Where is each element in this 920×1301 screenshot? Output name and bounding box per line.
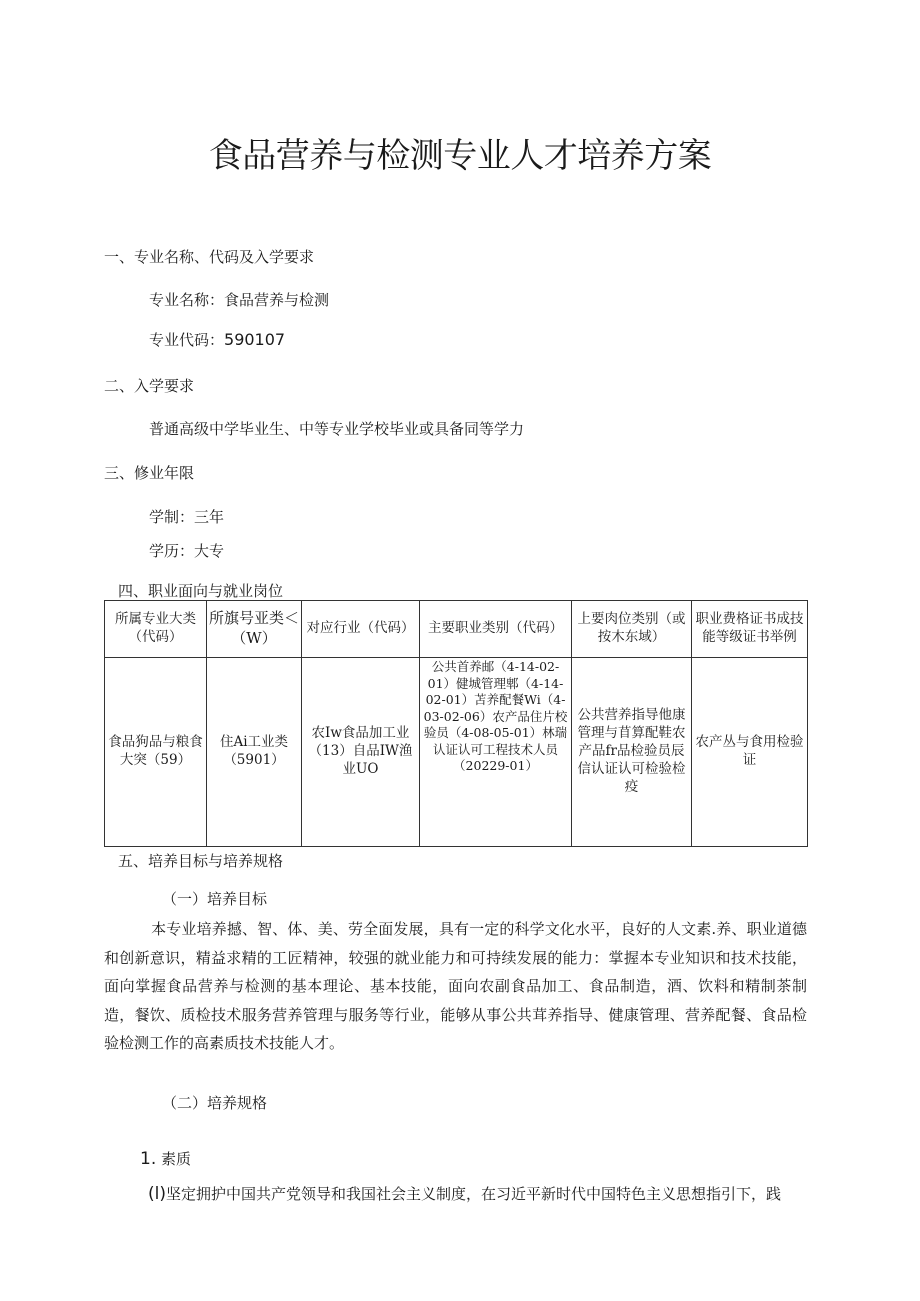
major-name: 专业名称：食品营养与检测 <box>149 291 330 309</box>
study-duration: 学制：三年 <box>149 508 225 526</box>
goals-paragraph <box>104 915 807 1058</box>
degree-level: 学历：大专 <box>149 542 225 560</box>
section-heading-3: 三、修业年限 <box>104 464 195 482</box>
goals-paragraph-text: 本专业培养撼、智、体、美、劳全面发展，具有一定的科学文化水平，良好的人文素.养、职业道德和创新意识，精益求精的工匠精神，较强的就业能力和可持续发展的能力：掌握本专业知识和技术技能，面向掌握食品营养与检测的基本理论、基本技能，面向农副食品加工、食品制造，酒、饮料和精制茶制造，餐饮、质检技术服务营养管理与服务等行业，能够从事公共茸养指导、健康管理、营养配餐、食品检验检测工作的高素质技术技能人才。 <box>104 920 807 1052</box>
table-cell: 公共首养邮（4-14-02-01）健城管理郫（4-14-02-01）苫养配餐Wi（4-03-02-06）农产品住片校验员（4-08-05-01）林瑞认证认可工程技术人员（20229-01） <box>420 658 572 847</box>
section-heading-5: 五、培养目标与培养规格 <box>118 852 284 870</box>
table-header-cell: 上要肉位类别（或按木东域） <box>572 601 692 658</box>
table-header-cell: 主要职业类别（代码） <box>420 601 572 658</box>
table-cell: 食品狗品与粮食大突（59） <box>105 658 207 847</box>
item-1-text <box>148 1183 781 1204</box>
subsection-heading-specs: （二）培养规格 <box>162 1094 268 1112</box>
section-heading-1: 一、专业名称、代码及入学要求 <box>104 248 315 266</box>
table-header-cell: 对应行业（代码） <box>302 601 420 658</box>
major-code-label: 专业代码： <box>149 331 225 349</box>
subsection-heading-goals: （一）培养目标 <box>162 890 268 908</box>
employment-table <box>104 600 808 847</box>
major-code-value: 590107 <box>224 330 286 349</box>
table-cell: 公共营养指导他康管理与苜算配鞋农产品fr品检验员辰信认证认可检验检疫 <box>572 658 692 847</box>
section-heading-4: 四、职业面向与就业岗位 <box>118 582 284 600</box>
table-header-row <box>105 601 808 658</box>
item-1-number: 1. <box>140 1149 157 1169</box>
table-cell: 农产丛与食用检验证 <box>692 658 808 847</box>
table-cell: 住Ai工业类（5901） <box>207 658 302 847</box>
table-row <box>105 658 808 847</box>
table-cell: 农Iw食品加工业（13）自品IW渔业UO <box>302 658 420 847</box>
table-header-cell: 所属专业大类（代码） <box>105 601 207 658</box>
table-header-cell: 所旗号亚类＜（W） <box>207 601 302 658</box>
page-title: 食品营养与检测专业人才培养方案 <box>208 136 712 176</box>
section-heading-2: 二、入学要求 <box>104 377 195 395</box>
item-1-body: 坚定拥护中国共产党领导和我国社会主义制度，在习近平新时代中国特色主义思想指引下，践 <box>166 1185 782 1203</box>
major-code <box>149 329 285 350</box>
item-1-label: 素质 <box>161 1150 192 1168</box>
item-1-heading <box>140 1148 191 1169</box>
table-header-cell: 职业费格证书成技能等级证书举例 <box>692 601 808 658</box>
admission-requirement: 普通高级中学毕业生、中等专业学校毕业或具备同等学力 <box>149 420 525 438</box>
item-1-mark: (l) <box>148 1184 166 1204</box>
